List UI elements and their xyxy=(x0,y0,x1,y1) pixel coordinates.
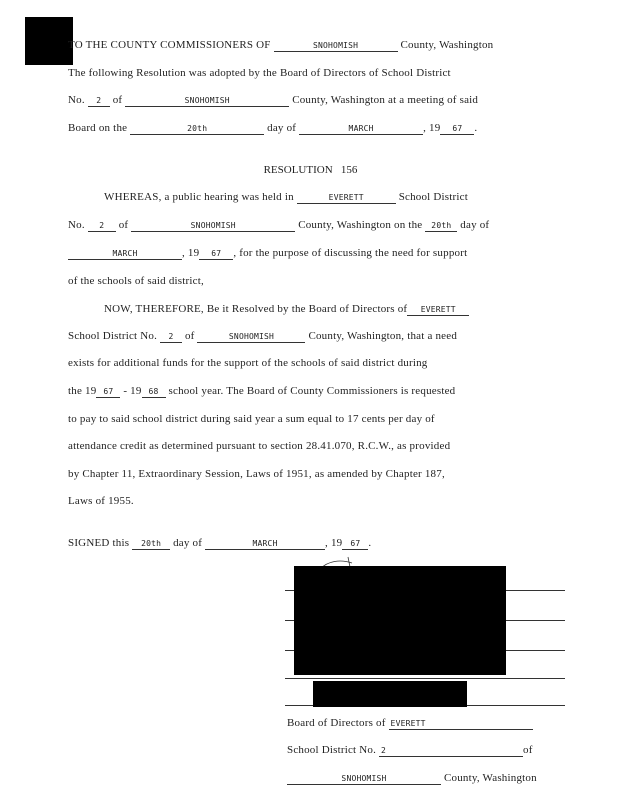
now-attendance-text: attendance credit as determined pursuant to section 28.41.070, R.C.W., as provided xyxy=(68,440,451,452)
footer-school-label: School District No. xyxy=(287,744,377,756)
footer-line-1 xyxy=(287,717,533,730)
year-prefix: 19 xyxy=(429,122,441,134)
footer-county-field: SNOHOMISH xyxy=(287,773,441,785)
now-pay-text: to pay to said school district during said year a sum equal to 17 cents per day of xyxy=(68,413,435,425)
header-text: The following Resolution was adopted by the Board of Directors of School District xyxy=(68,67,451,79)
whereas-line-1 xyxy=(104,191,468,204)
header-meeting-text: County, Washington at a meeting of said xyxy=(292,94,479,106)
now-place-field: EVERETT xyxy=(407,304,469,316)
now-line-3 xyxy=(68,357,427,369)
whereas-no-label: No. xyxy=(68,219,85,231)
whereas-schools-text: of the schools of said district, xyxy=(68,275,204,287)
now-year1-field: 67 xyxy=(96,386,120,398)
now-year-prefix: the 19 xyxy=(68,385,97,397)
county-field-1: SNOHOMISH xyxy=(274,40,398,52)
header-line-3 xyxy=(68,94,478,107)
whereas-purpose-text: , for the purpose of discussing the need for support xyxy=(233,247,468,259)
board-on-label: Board on the xyxy=(68,122,128,134)
whereas-line-2 xyxy=(68,219,489,232)
no-label: No. xyxy=(68,94,85,106)
whereas-line-4 xyxy=(68,275,204,287)
year-field: 67 xyxy=(440,123,474,135)
whereas-county-field: SNOHOMISH xyxy=(131,220,295,232)
signed-year-field: 67 xyxy=(342,538,368,550)
header-line-1 xyxy=(68,39,493,52)
header-line-4: Board on the 20th day of MARCH , 19 67 . xyxy=(68,122,478,134)
signed-label: SIGNED this xyxy=(68,537,130,549)
whereas-day-field: 20th xyxy=(425,220,457,232)
now-funds-text: exists for additional funds for the support of the schools of said district during xyxy=(68,357,428,369)
now-year2-field: 68 xyxy=(142,386,166,398)
redaction-block-secretary xyxy=(313,681,467,707)
now-county-field: SNOHOMISH xyxy=(197,331,305,343)
whereas-month-field: MARCH xyxy=(68,248,182,260)
now-line-4 xyxy=(68,385,455,398)
now-laws-text: Laws of 1955. xyxy=(68,495,134,507)
whereas-place-field: EVERETT xyxy=(297,192,396,204)
footer-district-no-field: 2 xyxy=(379,745,523,757)
day-of-label: day of xyxy=(267,122,297,134)
day-field: 20th xyxy=(130,123,264,135)
district-no-field: 2 xyxy=(88,95,110,107)
whereas-year-field: 67 xyxy=(199,248,233,260)
footer-board-label: Board of Directors of xyxy=(287,717,386,729)
footer-county-suffix: County, Washington xyxy=(443,772,537,784)
resolution-title xyxy=(0,164,621,176)
footer-of: of xyxy=(523,744,533,756)
now-school-year-text: school year. The Board of County Commissioners is requested xyxy=(168,385,456,397)
whereas-year-prefix: 19 xyxy=(187,247,200,259)
now-district-no: 2 xyxy=(160,331,182,343)
header-county-suffix: County, Washington xyxy=(400,39,494,51)
resolution-label: RESOLUTION xyxy=(263,164,333,176)
now-year-dash: - 19 xyxy=(123,385,142,397)
footer-line-2 xyxy=(287,744,533,757)
signed-day-field: 20th xyxy=(132,538,170,550)
whereas-district-no: 2 xyxy=(88,220,116,232)
footer-place-field: EVERETT xyxy=(389,718,533,730)
resolution-number: 156 xyxy=(340,164,358,176)
now-chapter-text: by Chapter 11, Extraordinary Session, Laws of 1951, as amended by Chapter 187, xyxy=(68,468,445,480)
now-school-district-label: School District No. xyxy=(68,330,158,342)
now-of: of xyxy=(184,330,195,342)
whereas-school-district: School District xyxy=(398,191,468,203)
month-field: MARCH xyxy=(299,123,423,135)
signed-month-field: MARCH xyxy=(205,538,325,550)
header-line-2 xyxy=(68,67,451,79)
signature-line-4 xyxy=(285,678,565,679)
now-line-2 xyxy=(68,330,457,343)
signed-year-prefix: 19 xyxy=(330,537,343,549)
whereas-text: WHEREAS, a public hearing was held in xyxy=(104,191,294,203)
redaction-block-signatures xyxy=(294,566,506,675)
footer-line-3 xyxy=(287,772,537,785)
now-county-text: County, Washington, that a need xyxy=(308,330,458,342)
whereas-county-text: County, Washington on the xyxy=(298,219,423,231)
of-label: of xyxy=(112,94,123,106)
whereas-day-of: day of xyxy=(460,219,490,231)
now-text: NOW, THEREFORE, Be it Resolved by the Board of Directors of xyxy=(104,303,408,315)
county-field-2: SNOHOMISH xyxy=(125,95,289,107)
now-line-1 xyxy=(104,303,469,316)
whereas-of: of xyxy=(118,219,129,231)
redaction-block-top xyxy=(25,17,73,65)
now-line-8 xyxy=(68,495,134,507)
now-line-7 xyxy=(68,468,445,480)
signed-line: SIGNED this 20th day of MARCH , 19 67 . xyxy=(68,537,372,549)
whereas-line-3: MARCH , 19 67 , for the purpose of discussing the need for support xyxy=(68,247,467,260)
now-line-5 xyxy=(68,413,435,425)
now-line-6 xyxy=(68,440,450,452)
header-addressee: TO THE COUNTY COMMISSIONERS OF xyxy=(68,39,271,51)
signed-day-of: day of xyxy=(173,537,203,549)
